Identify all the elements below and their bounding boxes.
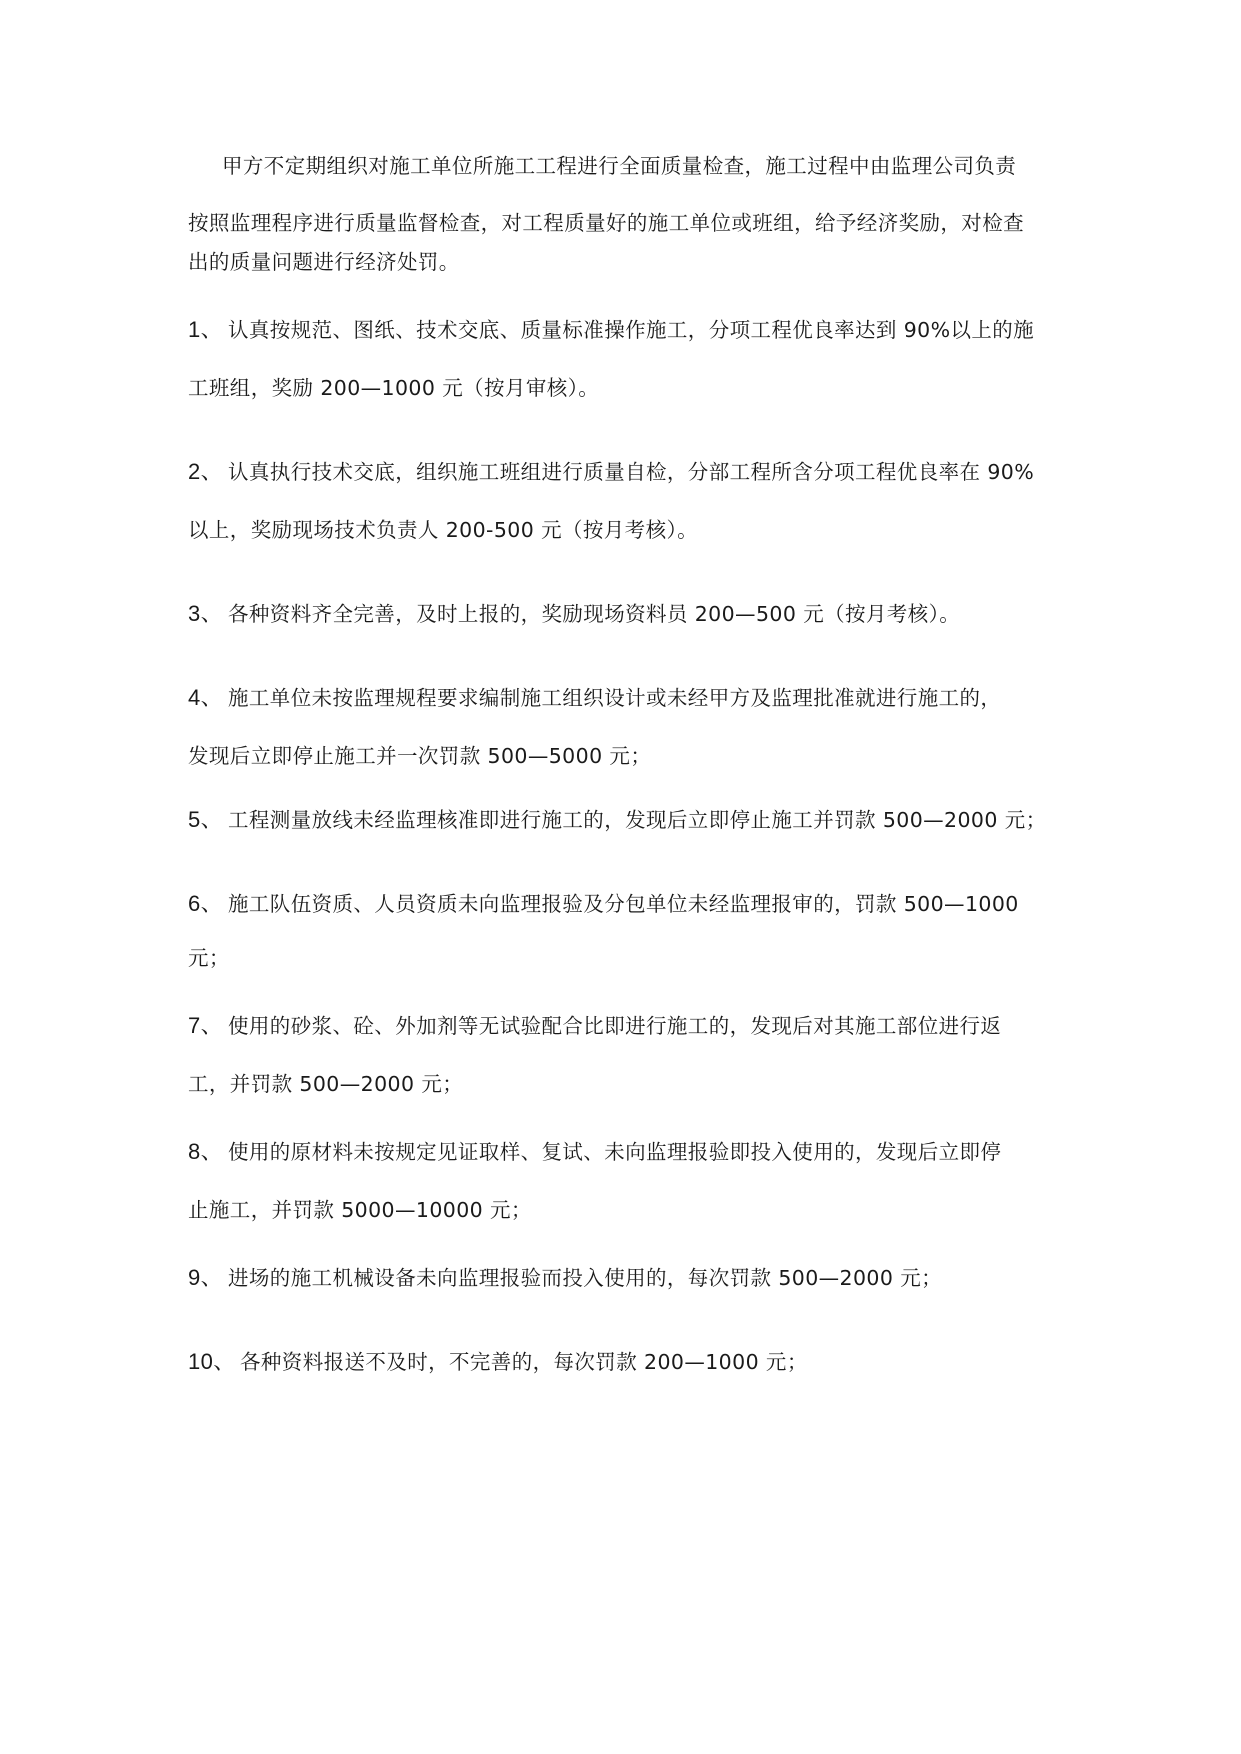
item-continuation: 止施工，并罚款 5000—10000 元； xyxy=(188,1198,532,1222)
item-number: 5、 xyxy=(188,807,224,832)
item-text: 各种资料齐全完善，及时上报的，奖励现场资料员 200—500 元（按月考核）。 xyxy=(228,602,961,626)
intro-line: 甲方不定期组织对施工单位所施工工程进行全面质量检查，施工过程中由监理公司负责 xyxy=(222,154,1017,178)
list-item xyxy=(188,600,960,628)
item-text: 进场的施工机械设备未向监理报验而投入使用的，每次罚款 500—2000 元； xyxy=(228,1266,943,1290)
list-item xyxy=(188,1264,942,1292)
item-text: 施工队伍资质、人员资质未向监理报验及分包单位未经监理报审的，罚款 500—1000 xyxy=(228,892,1019,916)
item-number: 8、 xyxy=(188,1139,224,1164)
item-text: 使用的原材料未按规定见证取样、复试、未向监理报验即投入使用的，发现后立即停 xyxy=(228,1140,1002,1164)
list-item xyxy=(188,316,1034,344)
list-item xyxy=(188,684,1001,712)
intro-line: 出的质量问题进行经济处罚。 xyxy=(188,250,460,274)
item-continuation: 元； xyxy=(188,946,230,970)
item-number: 3、 xyxy=(188,601,224,626)
list-item xyxy=(188,1348,808,1376)
item-number: 10、 xyxy=(188,1349,236,1374)
item-text: 使用的砂浆、砼、外加剂等无试验配合比即进行施工的，发现后对其施工部位进行返 xyxy=(228,1014,1002,1038)
intro-line: 按照监理程序进行质量监督检查，对工程质量好的施工单位或班组，给予经济奖励，对检查 xyxy=(188,211,1024,235)
list-item xyxy=(188,806,1047,834)
item-continuation: 工，并罚款 500—2000 元； xyxy=(188,1072,464,1096)
item-number: 2、 xyxy=(188,459,224,484)
item-text: 各种资料报送不及时，不完善的，每次罚款 200—1000 元； xyxy=(240,1350,808,1374)
list-item xyxy=(188,1012,1001,1040)
list-item xyxy=(188,890,1019,918)
item-number: 7、 xyxy=(188,1013,224,1038)
item-continuation: 发现后立即停止施工并一次罚款 500—5000 元； xyxy=(188,744,652,768)
item-text: 工程测量放线未经监理核准即进行施工的，发现后立即停止施工并罚款 500—2000 元； xyxy=(228,808,1047,832)
item-number: 6、 xyxy=(188,891,224,916)
item-number: 1、 xyxy=(188,317,224,342)
item-text: 认真按规范、图纸、技术交底、质量标准操作施工，分项工程优良率达到 90%以上的施 xyxy=(228,318,1035,342)
item-number: 9、 xyxy=(188,1265,224,1290)
item-text: 认真执行技术交底，组织施工班组进行质量自检，分部工程所含分项工程优良率在 90% xyxy=(228,460,1035,484)
item-number: 4、 xyxy=(188,685,224,710)
list-item xyxy=(188,1138,1001,1166)
item-text: 施工单位未按监理规程要求编制施工组织设计或未经甲方及监理批准就进行施工的， xyxy=(228,686,1002,710)
list-item xyxy=(188,458,1034,486)
item-continuation: 工班组，奖励 200—1000 元（按月审核）。 xyxy=(188,376,600,400)
item-continuation: 以上，奖励现场技术负责人 200-500 元（按月考核）。 xyxy=(188,518,699,542)
